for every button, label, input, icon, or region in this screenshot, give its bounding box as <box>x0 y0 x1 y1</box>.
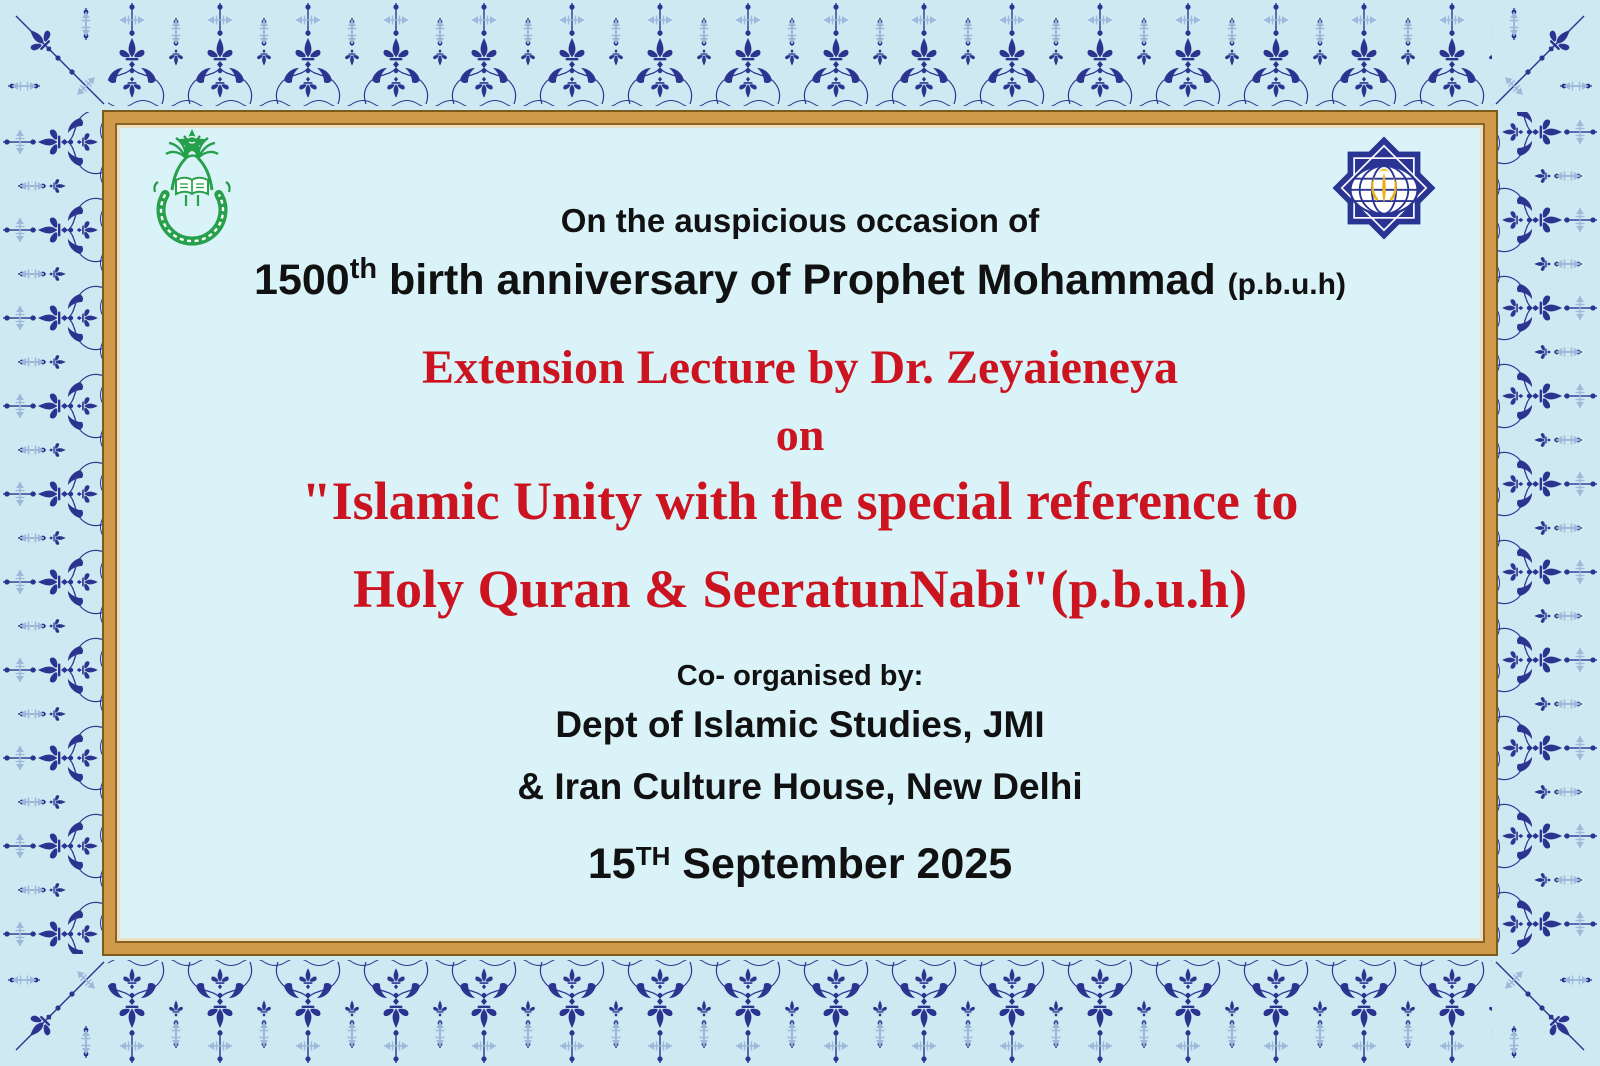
organiser-line-1: Dept of Islamic Studies, JMI <box>555 704 1045 745</box>
topic-line-1: "Islamic Unity with the special reference to <box>301 471 1299 531</box>
anniversary-number: 1500 <box>254 256 350 304</box>
anniversary-rest: birth anniversary of Prophet Mohammad <box>377 256 1228 304</box>
on-word: on <box>775 409 825 460</box>
date-ordinal: TH <box>635 841 671 871</box>
organiser-line-2: & Iran Culture House, New Delhi <box>517 766 1083 807</box>
occasion-line: On the auspicious occasion of <box>560 202 1040 239</box>
date-day: 15 <box>587 840 636 888</box>
anniversary-pbuh: (p.b.u.h) <box>1227 268 1346 301</box>
lecture-title-line: Extension Lecture by Dr. Zeyaieneya <box>422 341 1178 394</box>
anniversary-line <box>130 253 1470 305</box>
topic-line-2: Holy Quran & SeeratunNabi"(p.b.u.h) <box>352 559 1248 619</box>
anniversary-ordinal: th <box>349 253 378 286</box>
date-rest: September 2025 <box>670 840 1013 888</box>
coorganised-label: Co- organised by: <box>676 660 924 692</box>
event-date-line <box>130 840 1470 889</box>
